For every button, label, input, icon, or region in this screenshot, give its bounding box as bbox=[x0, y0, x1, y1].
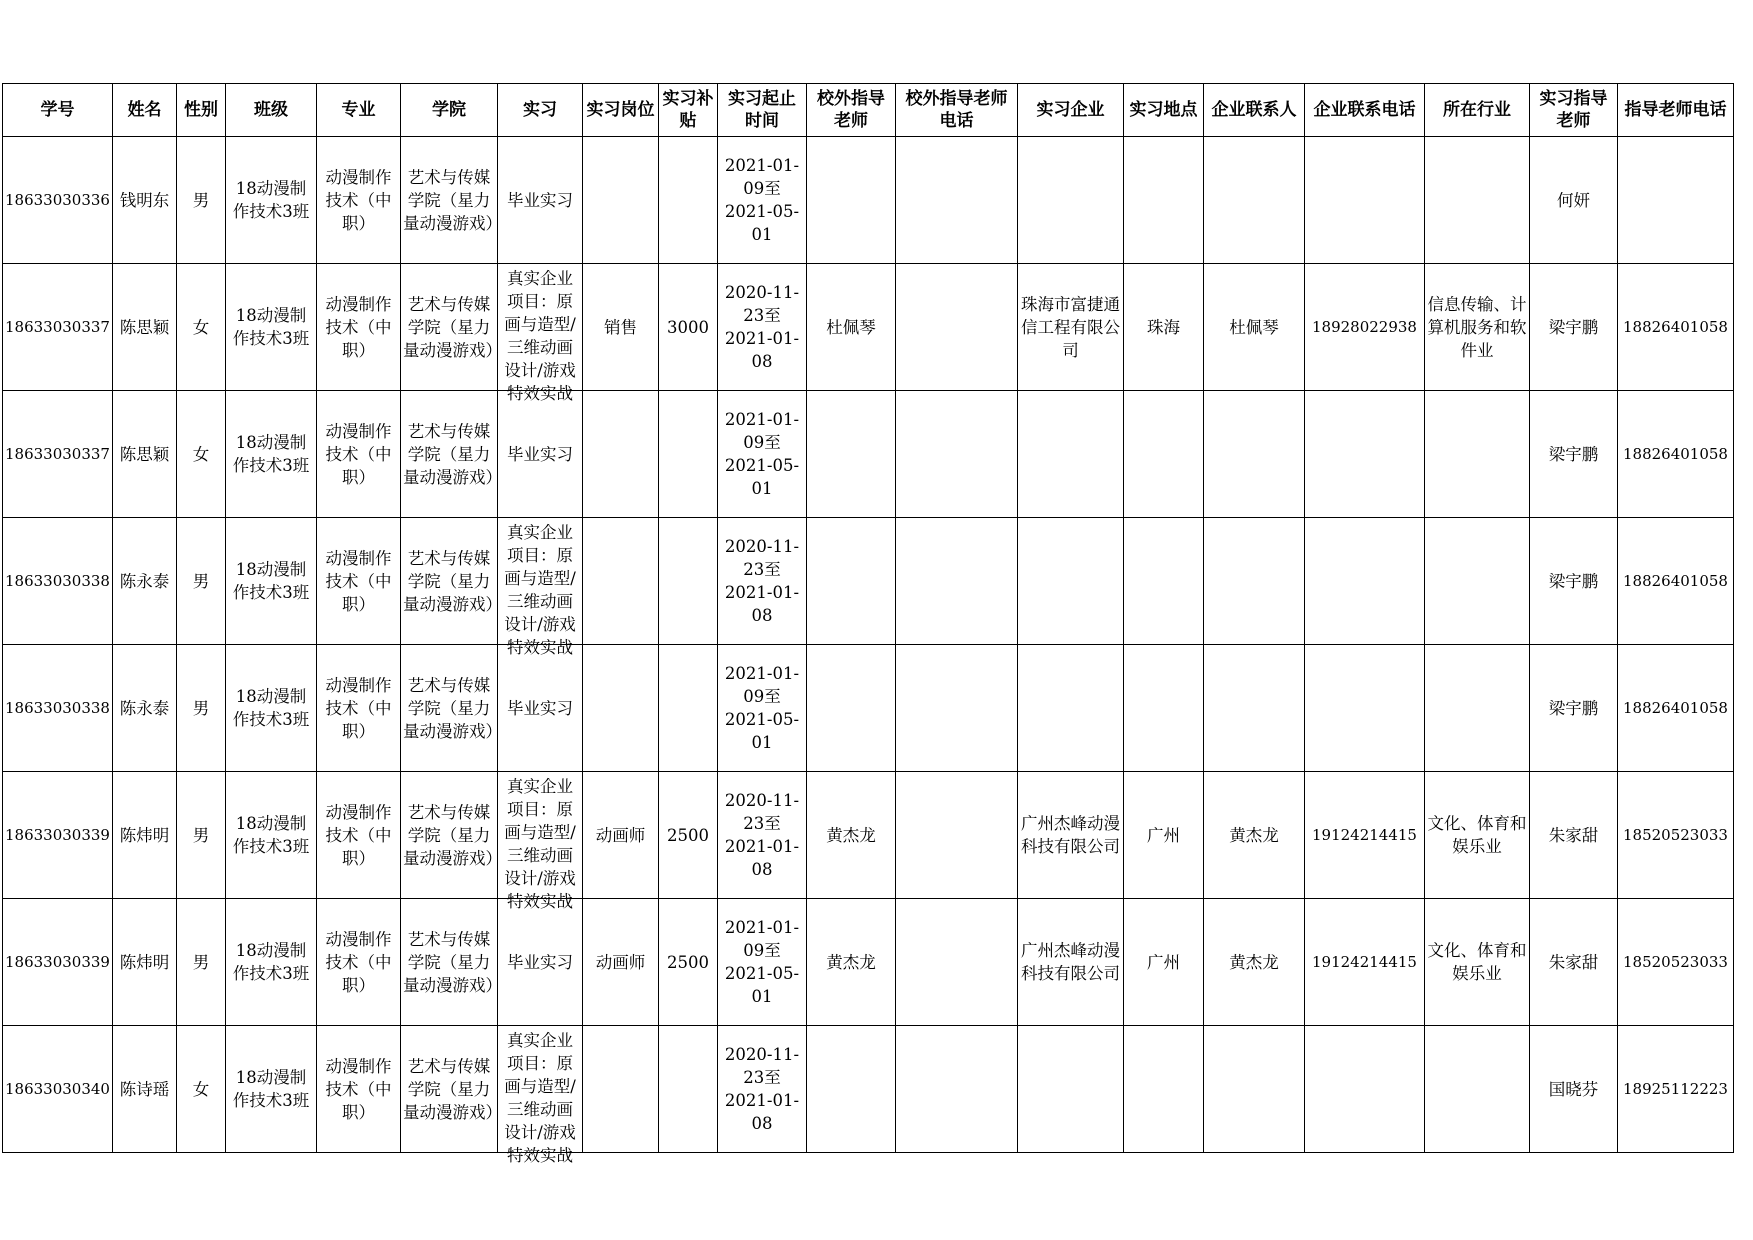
column-header-internship-type: 实习 bbox=[497, 84, 582, 137]
cell-college bbox=[400, 264, 502, 391]
cell-text: 毕业实习 bbox=[506, 952, 573, 972]
column-header-internship-teacher: 实习指导老师 bbox=[1529, 84, 1617, 137]
cell-external-mentor: 黄杰龙 bbox=[806, 899, 895, 1026]
cell-location bbox=[1123, 645, 1203, 772]
cell-subsidy bbox=[658, 1026, 717, 1153]
cell-college bbox=[400, 518, 502, 645]
cell-teacher-phone: 18826401058 bbox=[1617, 391, 1733, 518]
cell-college bbox=[400, 899, 502, 1026]
column-header-company-contact: 企业联系人 bbox=[1203, 84, 1304, 137]
cell-class: 18动漫制作技术3班 bbox=[225, 899, 316, 1026]
cell-name: 陈炜明 bbox=[112, 772, 176, 899]
cell-teacher-phone: 18826401058 bbox=[1617, 264, 1733, 391]
cell-name: 陈永泰 bbox=[112, 518, 176, 645]
cell-gender: 男 bbox=[176, 772, 225, 899]
cell-internship-type bbox=[497, 391, 582, 518]
cell-internship-teacher: 梁宇鹏 bbox=[1529, 518, 1617, 645]
cell-location bbox=[1123, 1026, 1203, 1153]
column-header-external-mentor: 校外指导老师 bbox=[806, 84, 895, 137]
cell-gender: 女 bbox=[176, 1026, 225, 1153]
cell-internship-type bbox=[497, 772, 582, 911]
cell-text: 艺术与传媒学院（星力量动漫游戏） bbox=[402, 1056, 502, 1122]
cell-gender: 女 bbox=[176, 264, 225, 391]
column-header-gender: 性别 bbox=[176, 84, 225, 137]
cell-position bbox=[582, 518, 658, 645]
cell-location bbox=[1123, 137, 1203, 264]
cell-internship-type bbox=[497, 264, 582, 403]
cell-internship-type bbox=[497, 645, 582, 772]
cell-company: 广州杰峰动漫科技有限公司 bbox=[1017, 772, 1123, 899]
cell-college bbox=[400, 645, 502, 772]
cell-company bbox=[1017, 518, 1123, 645]
table-row bbox=[3, 772, 1734, 899]
cell-class: 18动漫制作技术3班 bbox=[225, 645, 316, 772]
cell-name: 陈思颖 bbox=[112, 391, 176, 518]
column-header-company: 实习企业 bbox=[1017, 84, 1123, 137]
cell-text: 真实企业项目：原画与造型/三维动画设计/游戏特效实战 bbox=[504, 523, 576, 657]
cell-company bbox=[1017, 645, 1123, 772]
cell-student-id: 18633030337 bbox=[3, 264, 113, 391]
cell-industry: 文化、体育和娱乐业 bbox=[1424, 899, 1529, 1026]
cell-company-contact bbox=[1203, 137, 1304, 264]
cell-location bbox=[1123, 391, 1203, 518]
cell-period: 2020-11-23至2021-01-08 bbox=[717, 518, 806, 645]
cell-period: 2021-01-09至2021-05-01 bbox=[717, 137, 806, 264]
cell-teacher-phone bbox=[1617, 137, 1733, 264]
cell-industry bbox=[1424, 1026, 1529, 1153]
column-header-class: 班级 bbox=[225, 84, 316, 137]
spreadsheet-page bbox=[2, 83, 1734, 1165]
cell-teacher-phone: 18826401058 bbox=[1617, 645, 1733, 772]
table-row bbox=[3, 1026, 1734, 1153]
table-row bbox=[3, 645, 1734, 772]
cell-location bbox=[1123, 518, 1203, 645]
cell-company-phone: 19124214415 bbox=[1304, 772, 1424, 899]
cell-name: 陈永泰 bbox=[112, 645, 176, 772]
cell-external-mentor bbox=[806, 645, 895, 772]
cell-company-contact: 杜佩琴 bbox=[1203, 264, 1304, 391]
cell-external-mentor-phone bbox=[895, 391, 1017, 518]
cell-company bbox=[1017, 1026, 1123, 1153]
cell-text: 艺术与传媒学院（星力量动漫游戏） bbox=[402, 167, 502, 233]
cell-position: 动画师 bbox=[582, 772, 658, 899]
cell-external-mentor-phone bbox=[895, 137, 1017, 264]
cell-gender: 女 bbox=[176, 391, 225, 518]
cell-industry bbox=[1424, 518, 1529, 645]
column-header-external-mentor-phone: 校外指导老师电话 bbox=[895, 84, 1017, 137]
column-header-location: 实习地点 bbox=[1123, 84, 1203, 137]
cell-industry: 信息传输、计算机服务和软件业 bbox=[1424, 264, 1529, 391]
cell-external-mentor-phone bbox=[895, 518, 1017, 645]
cell-external-mentor bbox=[806, 391, 895, 518]
cell-college bbox=[400, 1026, 502, 1153]
cell-external-mentor-phone bbox=[895, 645, 1017, 772]
cell-class: 18动漫制作技术3班 bbox=[225, 137, 316, 264]
cell-internship-type bbox=[497, 137, 582, 264]
table-row bbox=[3, 899, 1734, 1026]
cell-text: 艺术与传媒学院（星力量动漫游戏） bbox=[402, 294, 502, 360]
cell-external-mentor-phone bbox=[895, 264, 1017, 391]
cell-internship-teacher: 国晓芬 bbox=[1529, 1026, 1617, 1153]
cell-company-phone: 18928022938 bbox=[1304, 264, 1424, 391]
cell-external-mentor-phone bbox=[895, 772, 1017, 899]
cell-student-id: 18633030337 bbox=[3, 391, 113, 518]
cell-position bbox=[582, 137, 658, 264]
cell-college bbox=[400, 772, 502, 899]
column-header-teacher-phone: 指导老师电话 bbox=[1617, 84, 1733, 137]
cell-text: 艺术与传媒学院（星力量动漫游戏） bbox=[402, 421, 502, 487]
cell-text: 艺术与传媒学院（星力量动漫游戏） bbox=[402, 675, 502, 741]
cell-subsidy: 2500 bbox=[658, 772, 717, 899]
cell-external-mentor: 黄杰龙 bbox=[806, 772, 895, 899]
column-header-major: 专业 bbox=[316, 84, 400, 137]
table-row bbox=[3, 391, 1734, 518]
cell-external-mentor bbox=[806, 1026, 895, 1153]
column-header-company-phone: 企业联系电话 bbox=[1304, 84, 1424, 137]
cell-subsidy bbox=[658, 391, 717, 518]
cell-teacher-phone: 18826401058 bbox=[1617, 518, 1733, 645]
cell-company-contact bbox=[1203, 1026, 1304, 1153]
cell-industry bbox=[1424, 391, 1529, 518]
cell-student-id: 18633030336 bbox=[3, 137, 113, 264]
cell-major: 动漫制作技术（中职） bbox=[316, 899, 400, 1026]
column-header-name: 姓名 bbox=[112, 84, 176, 137]
cell-text: 真实企业项目：原画与造型/三维动画设计/游戏特效实战 bbox=[504, 269, 576, 403]
internship-table bbox=[2, 83, 1734, 1165]
cell-major: 动漫制作技术（中职） bbox=[316, 645, 400, 772]
cell-period: 2020-11-23至2021-01-08 bbox=[717, 1026, 806, 1153]
cell-location: 珠海 bbox=[1123, 264, 1203, 391]
cell-class: 18动漫制作技术3班 bbox=[225, 518, 316, 645]
table-body bbox=[3, 137, 1734, 1165]
cell-company: 珠海市富捷通信工程有限公司 bbox=[1017, 264, 1123, 391]
cell-period: 2020-11-23至2021-01-08 bbox=[717, 772, 806, 899]
cell-company bbox=[1017, 391, 1123, 518]
cell-gender: 男 bbox=[176, 645, 225, 772]
cell-company-phone bbox=[1304, 391, 1424, 518]
column-header-industry: 所在行业 bbox=[1424, 84, 1529, 137]
cell-internship-type bbox=[497, 899, 582, 1026]
cell-student-id: 18633030338 bbox=[3, 518, 113, 645]
table-row bbox=[3, 518, 1734, 645]
cell-internship-type bbox=[497, 1026, 582, 1165]
cell-college bbox=[400, 137, 502, 264]
cell-teacher-phone: 18520523033 bbox=[1617, 899, 1733, 1026]
cell-name: 陈炜明 bbox=[112, 899, 176, 1026]
cell-external-mentor bbox=[806, 137, 895, 264]
column-header-college: 学院 bbox=[400, 84, 497, 137]
cell-external-mentor-phone bbox=[895, 899, 1017, 1026]
cell-external-mentor: 杜佩琴 bbox=[806, 264, 895, 391]
cell-internship-teacher: 朱家甜 bbox=[1529, 772, 1617, 899]
cell-name: 陈思颖 bbox=[112, 264, 176, 391]
cell-internship-teacher: 梁宇鹏 bbox=[1529, 645, 1617, 772]
cell-period: 2021-01-09至2021-05-01 bbox=[717, 899, 806, 1026]
cell-student-id: 18633030340 bbox=[3, 1026, 113, 1153]
cell-company-phone bbox=[1304, 1026, 1424, 1153]
cell-subsidy bbox=[658, 137, 717, 264]
cell-subsidy: 3000 bbox=[658, 264, 717, 391]
cell-location: 广州 bbox=[1123, 772, 1203, 899]
table-row bbox=[3, 264, 1734, 391]
cell-period: 2020-11-23至2021-01-08 bbox=[717, 264, 806, 391]
cell-period: 2021-01-09至2021-05-01 bbox=[717, 391, 806, 518]
cell-name: 钱明东 bbox=[112, 137, 176, 264]
cell-external-mentor bbox=[806, 518, 895, 645]
cell-major: 动漫制作技术（中职） bbox=[316, 1026, 400, 1153]
cell-text: 艺术与传媒学院（星力量动漫游戏） bbox=[402, 802, 502, 868]
cell-teacher-phone: 18925112223 bbox=[1617, 1026, 1733, 1153]
cell-class: 18动漫制作技术3班 bbox=[225, 1026, 316, 1153]
cell-industry bbox=[1424, 137, 1529, 264]
cell-internship-type bbox=[497, 518, 582, 657]
cell-text: 真实企业项目：原画与造型/三维动画设计/游戏特效实战 bbox=[504, 1031, 576, 1165]
cell-subsidy bbox=[658, 518, 717, 645]
column-header-subsidy: 实习补贴 bbox=[658, 84, 717, 137]
cell-text: 艺术与传媒学院（星力量动漫游戏） bbox=[402, 929, 502, 995]
cell-major: 动漫制作技术（中职） bbox=[316, 772, 400, 899]
cell-internship-teacher: 朱家甜 bbox=[1529, 899, 1617, 1026]
cell-text: 毕业实习 bbox=[506, 190, 573, 210]
column-header-position: 实习岗位 bbox=[582, 84, 658, 137]
cell-text: 毕业实习 bbox=[506, 444, 573, 464]
cell-internship-teacher: 何妍 bbox=[1529, 137, 1617, 264]
cell-company-contact: 黄杰龙 bbox=[1203, 772, 1304, 899]
cell-company-contact bbox=[1203, 645, 1304, 772]
cell-company-contact: 黄杰龙 bbox=[1203, 899, 1304, 1026]
cell-company-phone: 19124214415 bbox=[1304, 899, 1424, 1026]
cell-student-id: 18633030339 bbox=[3, 772, 113, 899]
cell-company bbox=[1017, 137, 1123, 264]
cell-class: 18动漫制作技术3班 bbox=[225, 772, 316, 899]
cell-gender: 男 bbox=[176, 137, 225, 264]
cell-period: 2021-01-09至2021-05-01 bbox=[717, 645, 806, 772]
cell-internship-teacher: 梁宇鹏 bbox=[1529, 391, 1617, 518]
cell-subsidy: 2500 bbox=[658, 899, 717, 1026]
cell-location: 广州 bbox=[1123, 899, 1203, 1026]
cell-company: 广州杰峰动漫科技有限公司 bbox=[1017, 899, 1123, 1026]
column-header-student-id: 学号 bbox=[3, 84, 113, 137]
cell-class: 18动漫制作技术3班 bbox=[225, 264, 316, 391]
cell-student-id: 18633030339 bbox=[3, 899, 113, 1026]
header-row bbox=[3, 84, 1734, 137]
cell-student-id: 18633030338 bbox=[3, 645, 113, 772]
table-row bbox=[3, 137, 1734, 264]
cell-class: 18动漫制作技术3班 bbox=[225, 391, 316, 518]
cell-company-contact bbox=[1203, 391, 1304, 518]
cell-position: 销售 bbox=[582, 264, 658, 391]
cell-major: 动漫制作技术（中职） bbox=[316, 391, 400, 518]
column-header-period: 实习起止时间 bbox=[717, 84, 806, 137]
cell-position bbox=[582, 391, 658, 518]
cell-major: 动漫制作技术（中职） bbox=[316, 264, 400, 391]
cell-subsidy bbox=[658, 645, 717, 772]
cell-company-phone bbox=[1304, 645, 1424, 772]
cell-gender: 男 bbox=[176, 899, 225, 1026]
cell-college bbox=[400, 391, 502, 518]
cell-company-phone bbox=[1304, 137, 1424, 264]
cell-text: 艺术与传媒学院（星力量动漫游戏） bbox=[402, 548, 502, 614]
cell-internship-teacher: 梁宇鹏 bbox=[1529, 264, 1617, 391]
cell-text: 真实企业项目：原画与造型/三维动画设计/游戏特效实战 bbox=[504, 777, 576, 911]
cell-major: 动漫制作技术（中职） bbox=[316, 518, 400, 645]
cell-text: 毕业实习 bbox=[506, 698, 573, 718]
cell-teacher-phone: 18520523033 bbox=[1617, 772, 1733, 899]
cell-major: 动漫制作技术（中职） bbox=[316, 137, 400, 264]
cell-company-contact bbox=[1203, 518, 1304, 645]
cell-position: 动画师 bbox=[582, 899, 658, 1026]
cell-name: 陈诗瑶 bbox=[112, 1026, 176, 1153]
cell-industry bbox=[1424, 645, 1529, 772]
cell-position bbox=[582, 645, 658, 772]
cell-position bbox=[582, 1026, 658, 1153]
cell-gender: 男 bbox=[176, 518, 225, 645]
cell-external-mentor-phone bbox=[895, 1026, 1017, 1153]
cell-industry: 文化、体育和娱乐业 bbox=[1424, 772, 1529, 899]
cell-company-phone bbox=[1304, 518, 1424, 645]
